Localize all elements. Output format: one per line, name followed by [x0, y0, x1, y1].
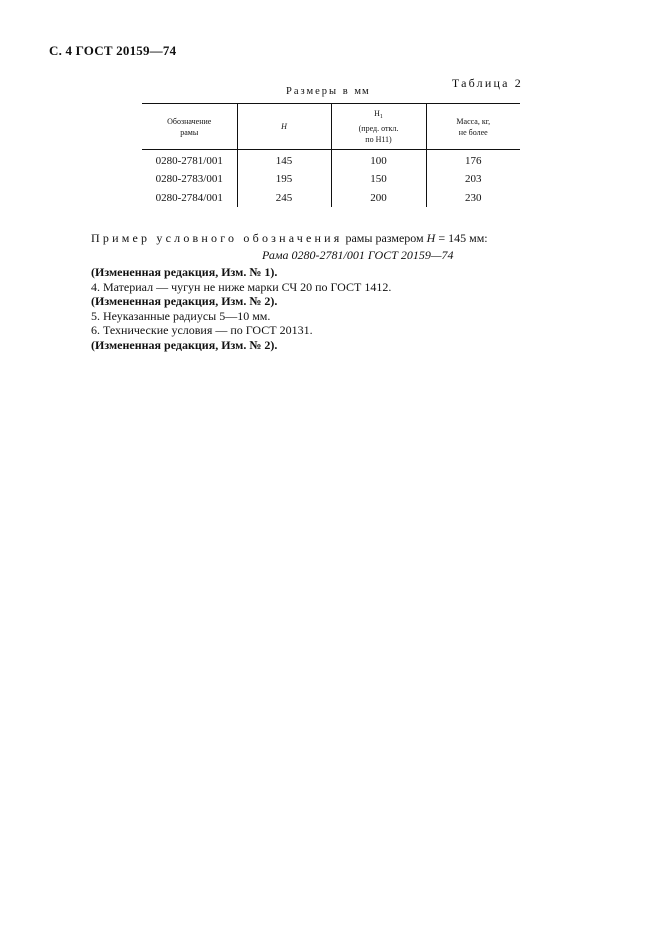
header-designation — [142, 104, 237, 150]
example-text-before: рамы размером — [342, 231, 427, 245]
cell-mass: 203 — [426, 170, 520, 188]
header-h: H — [237, 104, 331, 150]
header-designation-line2: рамы — [180, 127, 199, 137]
cell-mass: 230 — [426, 188, 520, 207]
units-text: Размеры в — [286, 86, 350, 97]
table-row — [142, 150, 520, 171]
header-mass — [426, 104, 520, 150]
note-radii: 5. Неуказанные радиусы 5—10 мм. — [91, 308, 271, 323]
cell-mass: 176 — [426, 150, 520, 171]
header-designation-line1: Обозначение — [167, 116, 212, 126]
header-h1-subscript: 1 — [379, 114, 383, 120]
header-mass-line2: не более — [458, 127, 488, 137]
cell-h1: 150 — [331, 170, 426, 188]
cell-h1: 200 — [331, 188, 426, 207]
notes-list — [91, 265, 391, 353]
cell-designation: 0280-2783/001 — [155, 173, 223, 185]
designation-example — [91, 231, 488, 246]
example-lead: Пример условного обозначения — [91, 231, 343, 245]
edit-note: (Измененная редакция, Изм. № 2). — [91, 337, 278, 352]
table-row — [142, 188, 520, 207]
table-units — [286, 86, 370, 97]
note-specifications: 6. Технические условия — по ГОСТ 20131. — [91, 323, 313, 338]
header-h1-line3: по Н11) — [365, 135, 392, 144]
cell-designation: 0280-2781/001 — [155, 155, 223, 167]
header-h1 — [331, 104, 426, 150]
cell-h: 145 — [237, 150, 331, 171]
edit-note: (Измененная редакция, Изм. № 2). — [91, 294, 278, 309]
cell-designation: 0280-2784/001 — [155, 191, 223, 204]
page-header: С. 4 ГОСТ 20159—74 — [49, 43, 177, 58]
cell-h1: 100 — [331, 150, 426, 171]
table-label: Таблица 2 — [451, 76, 523, 90]
note-material: 4. Материал — чугун не ниже марки СЧ 20 по ГОСТ 1412. — [91, 279, 392, 294]
table-row — [142, 170, 520, 188]
example-designation: Рама 0280-2781/001 ГОСТ 20159—74 — [262, 248, 454, 262]
units-mm: мм — [354, 86, 370, 97]
header-h1-line2: (пред. откл. — [358, 124, 399, 133]
dimensions-table — [142, 103, 520, 207]
table-header-row — [142, 104, 520, 150]
example-text-after: = 145 мм: — [435, 231, 488, 245]
cell-h: 245 — [237, 188, 331, 207]
header-mass-line1: Масса, кг, — [456, 116, 491, 126]
example-variable: H — [426, 231, 436, 245]
header-h1-symbol: H — [374, 109, 380, 118]
cell-h: 195 — [237, 170, 331, 188]
edit-note: (Измененная редакция, Изм. № 1). — [91, 265, 278, 279]
